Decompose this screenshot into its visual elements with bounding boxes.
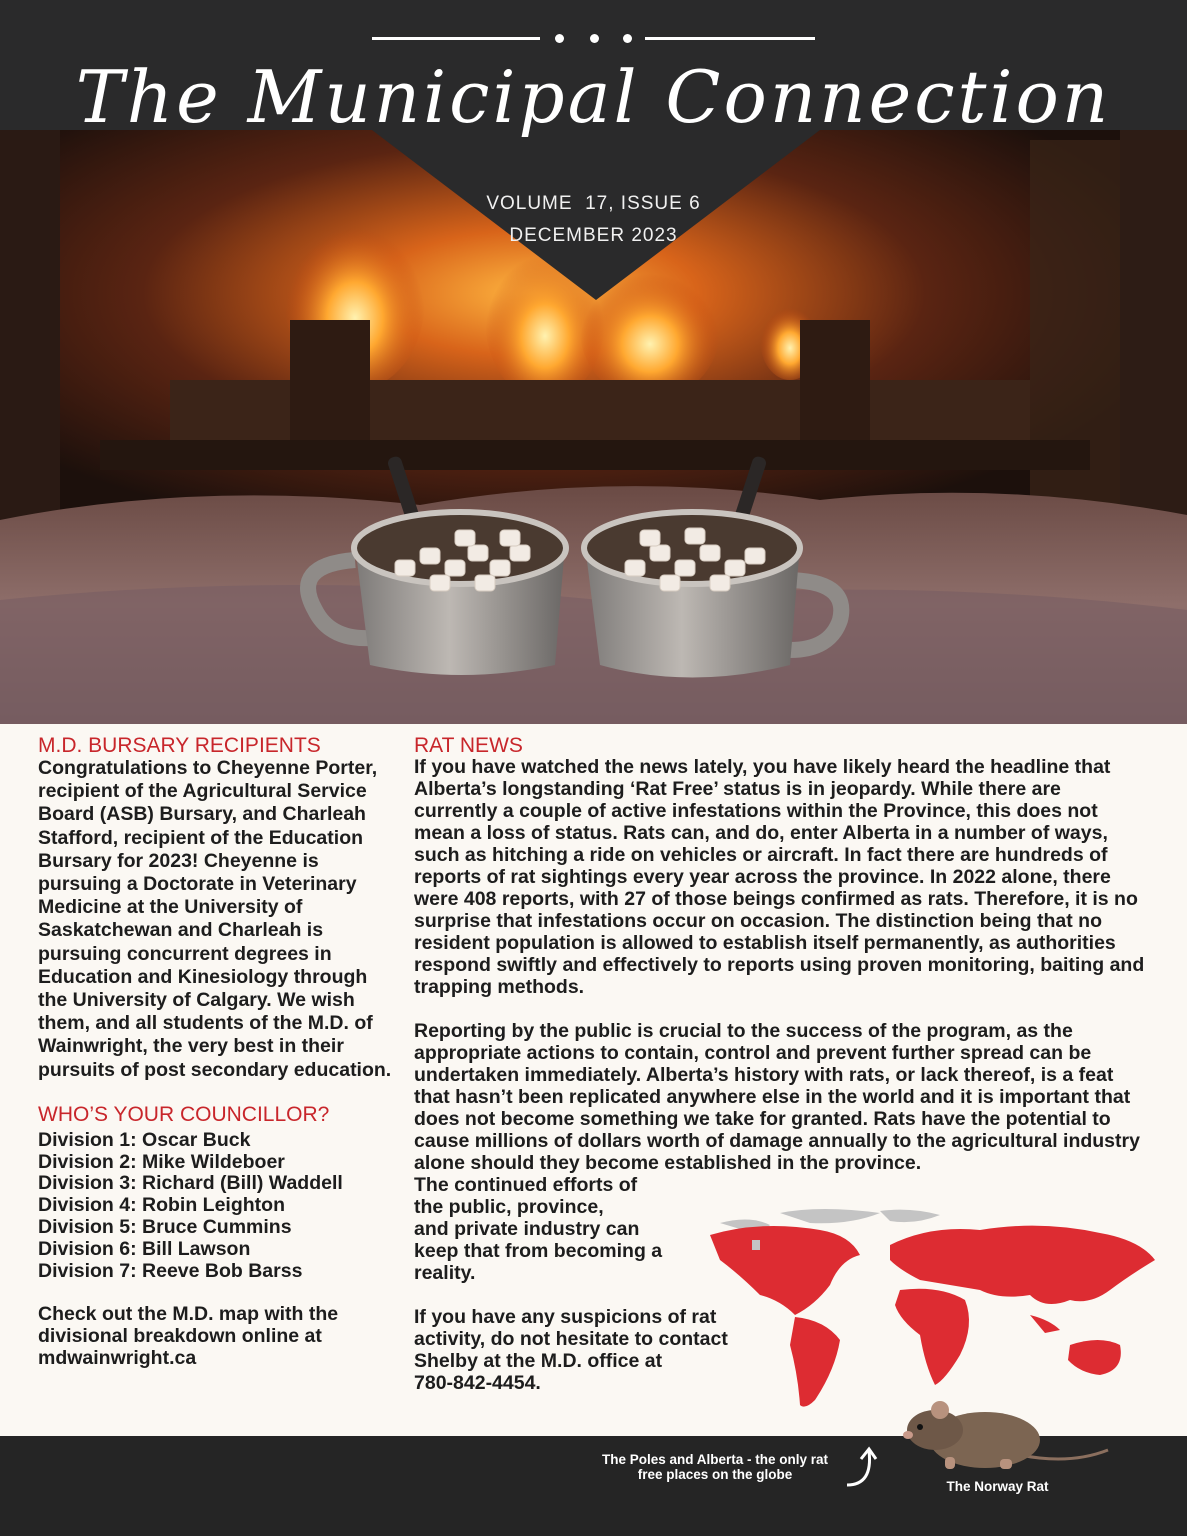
councillor-item: Division 2: Mike Wildeboer [38, 1150, 285, 1173]
rat-news-heading: RAT NEWS [414, 734, 523, 757]
map-caption-line-2: free places on the globe [637, 1467, 793, 1482]
councillor-item: Division 3: Richard (Bill) Waddell [38, 1172, 343, 1195]
world-map-illustration [700, 1205, 1165, 1420]
banner-dot [555, 34, 564, 43]
banner-line-left [372, 37, 540, 40]
banner-dot [590, 34, 599, 43]
text-line: and private industry can [414, 1218, 640, 1240]
text-line: 780-842-4454. [414, 1372, 541, 1394]
map-caption-line-1: The Poles and Alberta - the only rat [601, 1452, 829, 1467]
text-line: the public, province, [414, 1196, 604, 1218]
councillor-list [38, 1130, 396, 1283]
text-line: activity, do not hesitate to contact [414, 1328, 728, 1350]
text-line: If you have any suspicions of rat [414, 1306, 717, 1328]
councillor-item: Division 5: Bruce Cummins [38, 1216, 292, 1239]
rat-news-paragraph-1: If you have watched the news lately, you have likely heard the headline that Alberta’s longstanding ‘Rat Free’ status is in jeopardy. While there are currently a couple of active infestations within the Province, this does not mean a loss of status. Rats can, and do, enter Alberta in a number of ways, such as hitching a ride on vehicles or aircraft. In fact there are hundreds of reports of rat sightings every year across the province. In 2022 alone, there were 408 reports, with 27 of those beings confirmed as rats. Therefore, it is no surprise that infestations occur on occasion. The distinction being that no resident population is allowed to establish itself permanently, as authorities respond swiftly and effectively to reports using proven monitoring, baiting and trapping methods. [414, 756, 1145, 998]
volume-issue: VOLUME 17, ISSUE 6 [486, 193, 701, 214]
bursary-body: Congratulations to Cheyenne Porter, recipient of the Agricultural Service Board (ASB) Bursary, and Charleah Stafford, recipient of the Education Bursary for 2023! Cheyenne is pursuing a Doctorate in Veterinary Medicine at the University of Saskatchewan and Charleah is pursuing concurrent degrees in Education and Kinesiology through the University of Calgary. We wish them, and all students of the M.D. of Wainwright, the very best in their pursuits of post secondary education. [38, 757, 392, 1081]
curved-arrow-icon [843, 1445, 883, 1493]
text-line: Shelby at the M.D. office at [414, 1350, 663, 1372]
left-column [38, 735, 396, 1370]
text-line: The continued efforts of [414, 1174, 638, 1196]
issue-info [0, 188, 1187, 252]
councillor-item: Division 6: Bill Lawson [38, 1237, 251, 1260]
rat-news-paragraph-2: Reporting by the public is crucial to the success of the program, as the appropriate actions to contain, control and prevent further spread can be undertaken immediately. Alberta’s history with rats, or lack thereof, is a feat that hasn’t been replicated anywhere else in the world and it is important that does not become something we take for granted. Rats have the potential to cause millions of dollars worth of damage annually to the agricultural industry alone should they become established in the province. [414, 1020, 1140, 1174]
issue-date: DECEMBER 2023 [509, 225, 678, 246]
text-line: keep that from becoming a [414, 1240, 663, 1262]
councillor-item: Division 1: Oscar Buck [38, 1128, 251, 1151]
newsletter-title: The Municipal Connection [75, 55, 1112, 139]
banner-dot [623, 34, 632, 43]
councillor-heading: WHO’S YOUR COUNCILLOR? [38, 1102, 330, 1126]
bursary-heading: M.D. BURSARY RECIPIENTS [38, 734, 321, 757]
map-caption [560, 1452, 870, 1482]
text-line: reality. [414, 1262, 476, 1284]
councillor-item: Division 4: Robin Leighton [38, 1194, 285, 1217]
norway-rat-illustration [900, 1395, 1110, 1475]
rat-caption: The Norway Rat [946, 1479, 1049, 1494]
md-map-note: Check out the M.D. map with the divisional breakdown online at mdwainwright.ca [38, 1303, 339, 1370]
councillor-item: Division 7: Reeve Bob Barss [38, 1259, 303, 1282]
banner-line-right [645, 37, 815, 40]
